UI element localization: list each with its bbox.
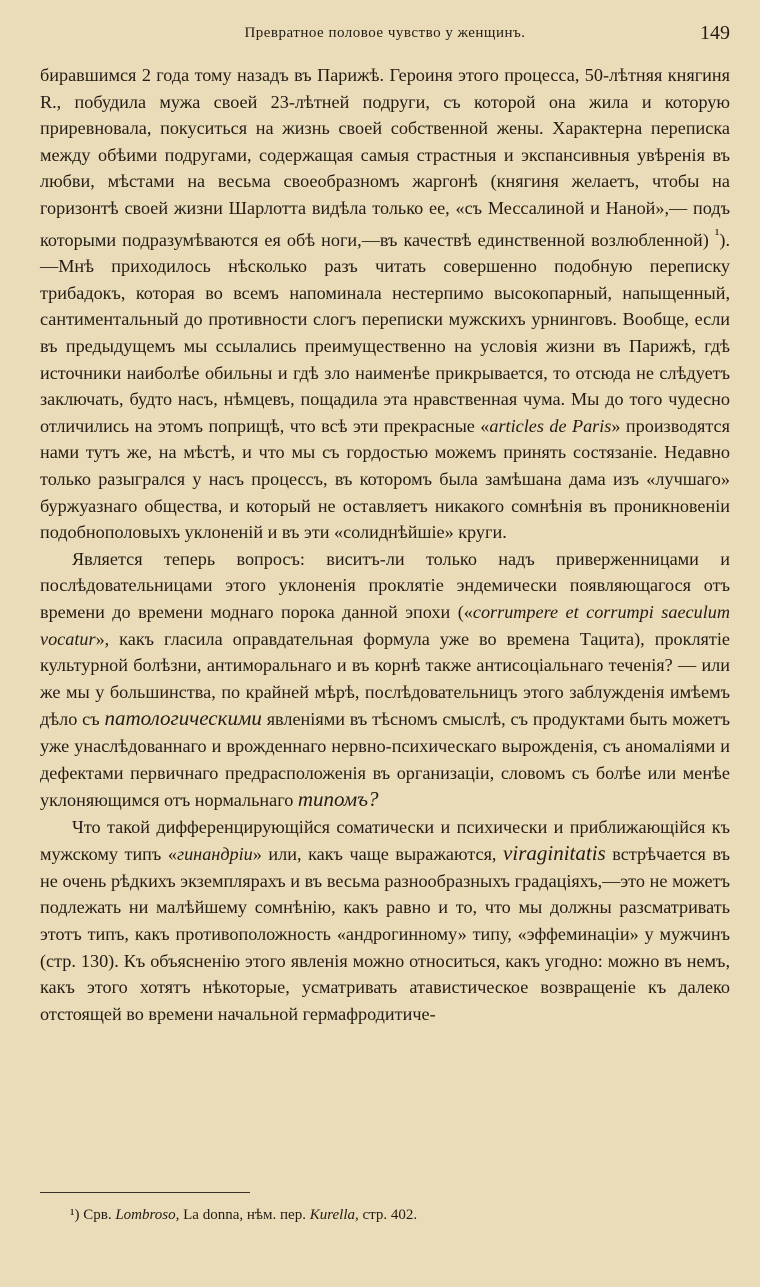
paragraph-2 [40, 546, 730, 814]
paragraph-1-part-a: биравшимся 2 года тому назадъ въ Парижѣ. Героиня этого процесса, 50-лѣтняя княгиня R., побудила мужа своей 23-лѣтней подруги, съ которой она жила и которую приревновала, покуситься на жизнь своей собственной жены. Характерна переписка между обѣими подругами, содержащая самыя страстныя и экспансивныя увѣренія въ любви, мѣстами на весьма своеобразномъ жаргонѣ (княгиня желаетъ, чтобы на горизонтѣ своей жизни Шарлотта видѣла только ее, «съ Мессалиной и Наной»,— подъ которыми подразумѣваются ея обѣ ноги,—въ качествѣ единственной возлюбленной) [40, 65, 730, 250]
running-title: Превратное половое чувство у женщинъ. [244, 25, 526, 41]
paragraph-2-part-a: Является теперь вопросъ: виситъ-ли только надъ приверженницами и послѣдовательницами этого уклоненія проклятіе эндемически появляющагося отъ времени до времени моднаго порока данной эпохи (« [40, 548, 730, 622]
emphasis-pathological: патологическими [104, 706, 262, 731]
paragraph-3-part-b: » или, какъ чаще выражаются, [252, 844, 504, 865]
emphasis-gynandria: гинандріи [176, 844, 253, 865]
paragraph-3 [40, 814, 730, 1028]
paragraph-2-part-c: явленіями въ тѣсномъ смыслѣ, съ продуктами быть можетъ уже унаслѣдованнаго и врожденнаго нервно-психическаго вырожденія, съ аномаліями и дефектами первичнаго предрасположенія въ организаціи, словомъ съ болѣе или менѣе уклоняющимся отъ нормальнаго [40, 709, 730, 811]
paragraph-1 [40, 62, 730, 546]
paragraph-3-part-a: Что такой дифференцирующійся соматически и психически и приближающійся къ мужскому типъ « [40, 816, 730, 865]
footnote-marker: ¹) [70, 1207, 80, 1223]
footnote-reference: ¹ [714, 225, 720, 243]
articles-de-paris-phrase: articles de Paris [489, 415, 612, 436]
footnote [70, 1207, 730, 1224]
footnote-suffix: стр. 402. [358, 1207, 418, 1223]
paragraph-2-part-b: », какъ гласила оправдательная формула уже во времена Тацита), проклятіе культурной болѣзни, антиморальнаго и въ корнѣ также антисоціальнаго теченія? — или же мы у большинства, по крайней мѣрѣ, послѣдовательницъ этого заблужденія имѣемъ дѣло съ [40, 628, 730, 730]
paragraph-1-part-b: ).—Мнѣ приходилось нѣсколько разъ читать совершенно подобную переписку трибадокъ, которая во всемъ напоминала нестерпимо высокопарный, напыщенный, сантиментальный до противности слогъ переписки мужскихъ урнинговъ. Вообще, если въ предыдущемъ мы ссылались преимущественно на условія жизни въ Парижѣ, гдѣ источники наиболѣе обильны и гдѣ зло наименѣе прикрывается, то отсюда не слѣдуетъ заключать, будто насъ, нѣмцевъ, пощадила эта нравственная чума. Мы до того чудесно отличились на этомъ поприщѣ, что всѣ эти прекрасные « [40, 229, 730, 436]
emphasis-type: типомъ? [297, 787, 379, 812]
footnote-divider [40, 1192, 250, 1193]
paragraph-3-part-c: встрѣчается въ не очень рѣдкихъ экземплярахъ и въ весьма разнообразныхъ градаціяхъ,—это не можетъ подлежать ни малѣйшему сомнѣнію, какъ равно и то, что мы должны разсматривать этотъ типъ, какъ противоположность «андрогинному» типу, «эффеминаціи» у мужчинъ (стр. 130). Къ объясненію этого явленія можно относиться, какъ угодно: можно въ немъ, какъ этого хотятъ нѣкоторые, усматривать атавистическое возвращеніе къ далеко отстоящей во времени начальной гермафродитиче- [40, 844, 730, 1024]
footnote-translator: Kurella, [309, 1207, 359, 1223]
footnote-prefix: Срв. [83, 1207, 116, 1223]
footnote-title: La donna, нѣм. пер. [179, 1207, 310, 1223]
latin-quote: corrumpere et corrumpi saeculum vocatur [40, 601, 730, 649]
emphasis-viraginitatis: viraginitatis [503, 841, 606, 866]
footnote-author: Lombroso, [115, 1207, 180, 1223]
body-text [40, 62, 730, 1027]
page-number: 149 [700, 22, 730, 44]
running-header [40, 22, 730, 46]
paragraph-1-part-c: » производятся нами тутъ же, на мѣстѣ, и что мы съ гордостью можемъ принять состязаніе. Недавно только разыгрался у насъ процессъ, въ которомъ была замѣшана дама изъ «лучшаго» буржуазнаго общества, и который не оставляетъ никакого сомнѣнія въ проникновеніи подобнополовыхъ уклоненій и въ эти «солиднѣйшіе» круги. [40, 415, 730, 543]
